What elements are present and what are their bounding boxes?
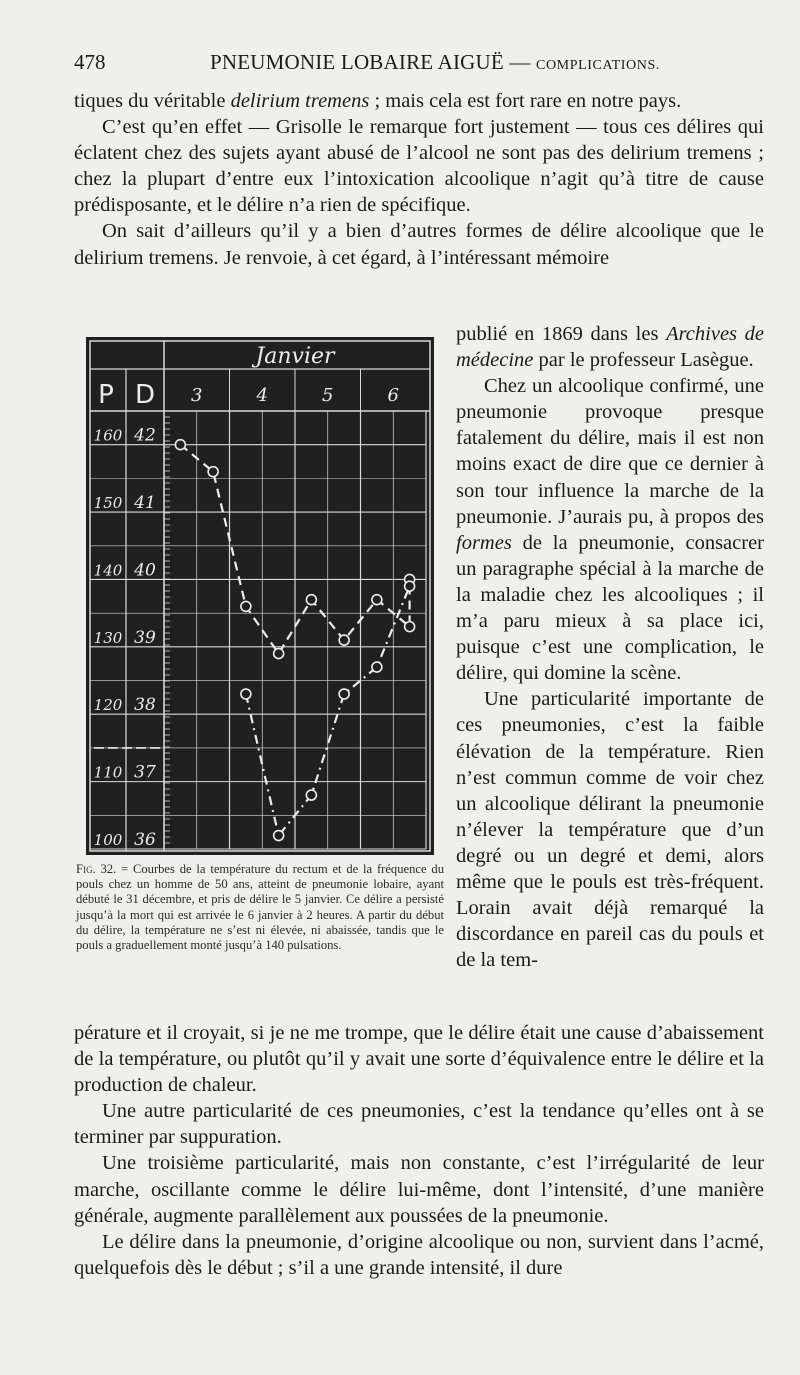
temp-tick-label: 40 xyxy=(134,560,156,581)
page-number: 478 xyxy=(74,50,106,74)
chart-svg xyxy=(86,337,434,855)
temperature-point xyxy=(274,831,284,841)
paragraph-continued: pérature et il croyait, si je ne me trompe, que le délire était une cause d’abaissement de la température, ou plutôt qu’il y avait une sorte d’équivalence entre le délire et la production de chaleur. xyxy=(74,1022,764,1097)
pulse-tick-label: 160 xyxy=(93,426,123,445)
pulse-tick-label: 110 xyxy=(93,763,123,782)
pulse-tick-label: 130 xyxy=(93,628,123,647)
italic-term: delirium tremens xyxy=(230,90,370,112)
pulse-point xyxy=(274,649,284,659)
text-block-right-column xyxy=(456,321,764,973)
temperature-point xyxy=(241,689,251,699)
italic-term: formes xyxy=(456,531,512,554)
pulse-point xyxy=(175,440,185,450)
day-label: 4 xyxy=(256,385,268,406)
pulse-point xyxy=(241,601,251,611)
paragraph: On sait d’ailleurs qu’il y a bien d’autres formes de délire alcoolique que le delirium tremens. Je renvoie, à cet égard, à l’intéressant mémoire xyxy=(74,220,764,269)
chart-title: Janvier xyxy=(255,344,335,369)
temp-tick-label: 38 xyxy=(134,695,156,716)
temp-tick-label: 37 xyxy=(134,762,156,783)
pulse-point xyxy=(208,467,218,477)
paragraph: Une troisième particularité, mais non constante, c’est l’irrégularité de leur marche, oscillante comme le délire lui-même, dont l’intensité, d’une manière générale, augmente parallèlement aux poussées de la pneumonie. xyxy=(74,1152,764,1227)
figure-caption-text: = Courbes de la température du rectum et de la fréquence du pouls chez un homme de 50 ans, atteint de pneumonie lobaire, ayant débuté le 31 décembre, et pris de délire le 5 janvier. Ce délire a persisté jusqu’à la mort qui est arrivée le 6 janvier à 2 heures. A partir du début du délire, la température ne s’est ni élevée, ni abaissée, tandis que le pouls a graduellement monté jusqu’à 140 pulsations. xyxy=(76,862,445,953)
running-title-main: PNEUMONIE LOBAIRE AIGUË — xyxy=(210,50,537,74)
temperature-point xyxy=(372,662,382,672)
paragraph-continued: tiques du véritable delirium tremens ; mais cela est fort rare en notre pays. xyxy=(74,90,682,112)
pulse-tick-label: 150 xyxy=(93,494,123,513)
figure-caption xyxy=(76,862,444,953)
temperature-point xyxy=(405,581,415,591)
pulse-point xyxy=(372,595,382,605)
day-label: 3 xyxy=(191,385,203,406)
day-label: 6 xyxy=(387,385,399,406)
text-block-top xyxy=(74,88,764,271)
text-block-bottom xyxy=(74,1020,764,1281)
temp-tick-label: 41 xyxy=(134,493,156,514)
pulse-point xyxy=(339,635,349,645)
running-header xyxy=(74,50,764,80)
paragraph: Une particularité importante de ces pneumonies, c’est la faible élévation de la température. Rien n’est commun comme de voir chez un alcoolique délirant la pneumonie n’élever la température que d’un degré ou un degré et demi, alors même que le pouls est très-fréquent. Lorain avait déjà remarqué la discordance en pareil cas du pouls et de la tem- xyxy=(456,688,764,972)
temp-tick-label: 39 xyxy=(134,627,156,648)
figure-label: Fig. 32. xyxy=(76,862,117,876)
paragraph: Chez un alcoolique confirmé, une pneumonie provoque presque fatalement du délire, mais il est non moins exact de dire que ce dernier à son tour influence la marche de la pneumonie. J’aurais pu, à propos des formes de la pneumonie, consacrer un paragraphe spécial à la marche de la maladie chez les alcooliques ; il m’a paru mieux à sa place ici, puisque c’est une complication, le délire, qui domine la scène. xyxy=(456,375,764,685)
temp-tick-label: 36 xyxy=(134,830,156,850)
pulse-tick-label: 140 xyxy=(93,561,123,580)
running-title xyxy=(210,50,660,75)
column-header-pulse: P xyxy=(98,380,114,410)
paragraph-continued: publié en 1869 dans les Archives de médecine par le professeur Lasègue. xyxy=(456,323,764,372)
running-title-section: COMPLICATIONS. xyxy=(536,58,660,73)
journal-title: Archives de médecine xyxy=(456,323,764,372)
column-header-degrees: D xyxy=(134,380,156,410)
pulse-tick-label: 120 xyxy=(93,696,123,715)
temperature-point xyxy=(306,790,316,800)
temp-tick-label: 42 xyxy=(134,425,156,446)
temperature-pulse-chart xyxy=(86,337,434,855)
day-label: 5 xyxy=(322,385,334,406)
pulse-tick-label: 100 xyxy=(93,831,123,849)
temperature-point xyxy=(339,689,349,699)
pulse-point xyxy=(306,595,316,605)
pulse-point xyxy=(405,622,415,632)
paragraph: C’est qu’en effet — Grisolle le remarque fort justement — tous ces délires qui éclatent chez des sujets ayant abusé de l’alcool ne sont pas des delirium tremens ; chez la plupart d’entre eux l’intoxication alcoolique n’agit qu’à titre de cause prédisposante, et le délire n’a rien de spécifique. xyxy=(74,116,764,217)
paragraph: Une autre particularité de ces pneumonies, c’est la tendance qu’elles ont à se terminer par suppuration. xyxy=(74,1100,764,1149)
paragraph: Le délire dans la pneumonie, d’origine alcoolique ou non, survient dans l’acmé, quelquefois dès le début ; s’il a une grande intensité, il dure xyxy=(74,1230,764,1279)
